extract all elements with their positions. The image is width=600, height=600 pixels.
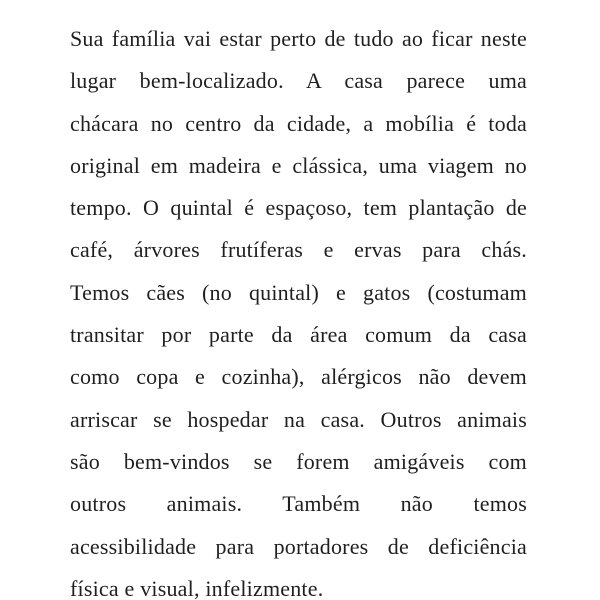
text-line: lugar bem-localizado. A casa parece uma [70, 68, 527, 94]
text-line: acessibilidade para portadores de deficiência [70, 533, 527, 559]
text-line: tempo. O quintal é espaçoso, tem plantação de [70, 195, 527, 221]
text-line: Sua família vai estar perto de tudo ao ficar neste [70, 26, 527, 51]
text-line: café, árvores frutíferas e ervas para chás. [70, 237, 527, 263]
text-line: chácara no centro da cidade, a mobília é toda [70, 110, 527, 136]
text-line: transitar por parte da área comum da casa [70, 322, 527, 348]
text-line: física e visual, infelizmente. [70, 575, 324, 600]
text-line: como copa e cozinha), alérgicos não devem [70, 364, 527, 390]
text-line: são bem-vindos se forem amigáveis com [70, 448, 527, 474]
text-line: outros animais. Também não temos [70, 491, 527, 517]
text-line: Temos cães (no quintal) e gatos (costumam [70, 279, 527, 305]
description-paragraph [70, 18, 527, 600]
text-line: original em madeira e clássica, uma viagem no [70, 152, 527, 178]
text-line: arriscar se hospedar na casa. Outros animais [70, 406, 527, 432]
